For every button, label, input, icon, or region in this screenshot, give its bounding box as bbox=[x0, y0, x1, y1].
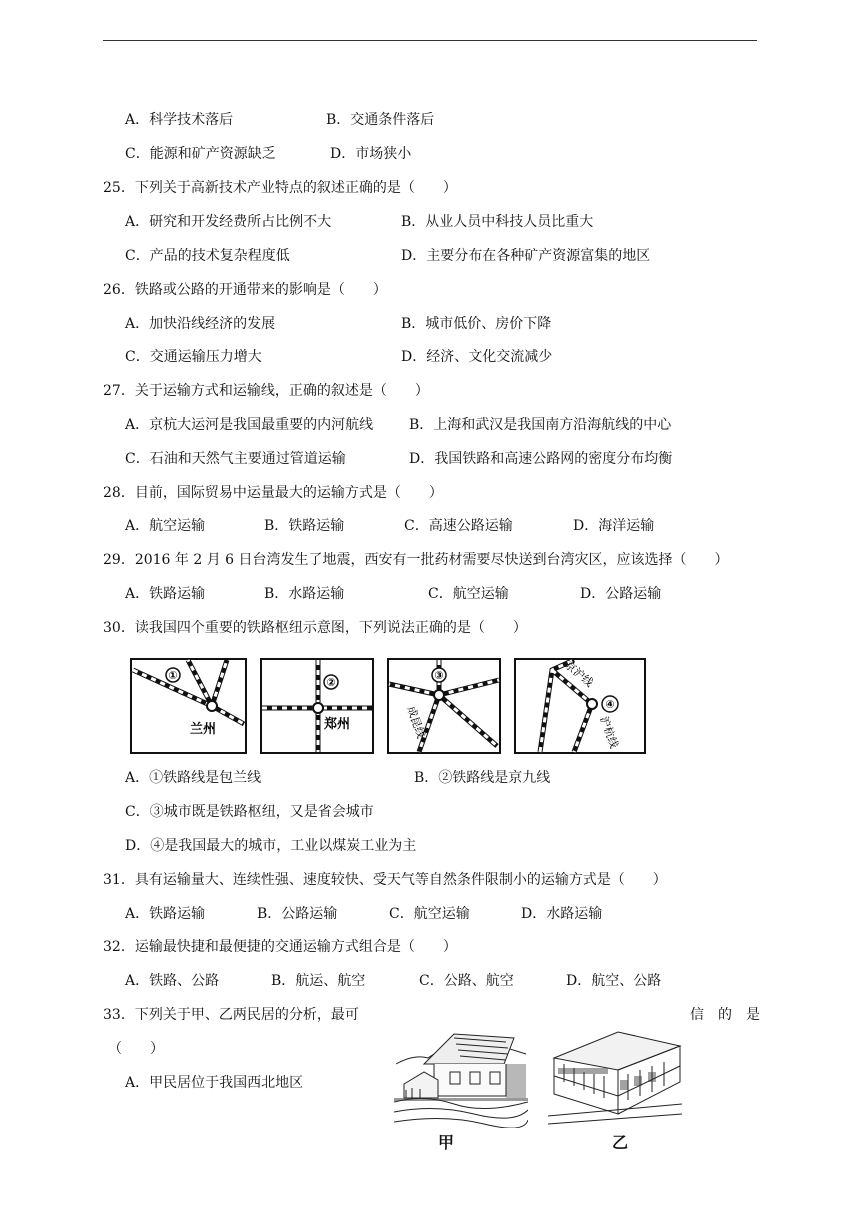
q31-option-b: B．公路运输 bbox=[257, 906, 338, 922]
hub-1-city: 兰州 bbox=[190, 722, 217, 737]
q25-option-b: B．从业人员中科技人员比重大 bbox=[401, 214, 594, 230]
q27-option-d: D．我国铁路和高速公路网的密度分布均衡 bbox=[409, 451, 673, 467]
q31-option-d: D．水路运输 bbox=[521, 906, 603, 922]
q32-option-a: A．铁路、公路 bbox=[125, 973, 220, 989]
question-stem: 30．读我国四个重要的铁路枢纽示意图，下列说法正确的是（ ） bbox=[103, 620, 527, 636]
q29-option-d: D．公路运输 bbox=[580, 586, 662, 602]
question-stem: 25．下列关于高新技术产业特点的叙述正确的是（ ） bbox=[103, 180, 457, 196]
q31-option-a: A．铁路运输 bbox=[125, 906, 206, 922]
question-stem-cont: （ ） bbox=[108, 1041, 164, 1057]
q28-option-b: B．铁路运输 bbox=[264, 518, 345, 534]
q30-option-c: C．③城市既是铁路枢纽，又是省会城市 bbox=[125, 804, 374, 820]
q24-option-c: C．能源和矿产资源缺乏 bbox=[125, 146, 276, 162]
hub-4-line-top: 京沪线 bbox=[562, 658, 596, 690]
q28-option-a: A．航空运输 bbox=[125, 518, 206, 534]
q29-option-a: A．铁路运输 bbox=[125, 586, 206, 602]
q33-option-a: A．甲民居位于我国西北地区 bbox=[125, 1075, 304, 1091]
hub-4-line-bottom: 沪杭线 bbox=[597, 714, 621, 751]
hub-2-city: 郑州 bbox=[324, 717, 351, 732]
q25-option-d: D．主要分布在各种矿产资源富集的地区 bbox=[401, 248, 651, 264]
q28-option-d: D．海洋运输 bbox=[573, 518, 655, 534]
hub-panel-2 bbox=[261, 659, 373, 753]
q26-option-c: C．交通运输压力增大 bbox=[125, 349, 262, 365]
hub-3-line: 成昆线 bbox=[404, 704, 428, 741]
header-rule bbox=[103, 40, 757, 41]
question-stem: 26．铁路或公路的开通带来的影响是（ ） bbox=[103, 282, 387, 298]
q24-option-b: B．交通条件落后 bbox=[326, 112, 435, 128]
question-stem: 33．下列关于甲、乙两民居的分析，最可 bbox=[103, 1007, 359, 1023]
hub-2-number: ② bbox=[326, 676, 336, 689]
question-stem-right: 信 的 是 bbox=[690, 1007, 760, 1023]
question-stem: 31．具有运输量大、连续性强、速度较快、受天气等自然条件限制小的运输方式是（ ） bbox=[103, 872, 667, 888]
question-stem: 28．目前，国际贸易中运量最大的运输方式是（ ） bbox=[103, 485, 443, 501]
q32-option-b: B．航运、航空 bbox=[271, 973, 366, 989]
q32-option-d: D．航空、公路 bbox=[566, 973, 662, 989]
question-stem: 29．2016 年 2 月 6 日台湾发生了地震，西安有一批药材需要尽快送到台湾灾区，应该选择（ ） bbox=[103, 552, 729, 568]
label-yi: 乙 bbox=[612, 1133, 629, 1152]
q26-option-a: A．加快沿线经济的发展 bbox=[125, 316, 276, 332]
q30-option-d: D．④是我国最大的城市，工业以煤炭工业为主 bbox=[125, 838, 417, 854]
q28-option-c: C．高速公路运输 bbox=[404, 518, 513, 534]
hub-panel-4 bbox=[515, 658, 645, 753]
question-stem: 32．运输最快捷和最便捷的交通运输方式组合是（ ） bbox=[103, 939, 457, 955]
q27-option-c: C．石油和天然气主要通过管道运输 bbox=[125, 451, 346, 467]
q27-option-a: A．京杭大运河是我国最重要的内河航线 bbox=[125, 417, 374, 433]
q26-option-d: D．经济、文化交流减少 bbox=[401, 349, 553, 365]
railway-hub-figure bbox=[130, 658, 646, 754]
q24-option-d: D．市场狭小 bbox=[330, 146, 412, 162]
hub-4-number: ④ bbox=[605, 698, 615, 711]
q30-option-a: A．①铁路线是包兰线 bbox=[125, 770, 262, 786]
q27-option-b: B．上海和武汉是我国南方沿海航线的中心 bbox=[409, 417, 672, 433]
label-jia: 甲 bbox=[438, 1133, 455, 1152]
question-stem: 27．关于运输方式和运输线，正确的叙述是（ ） bbox=[103, 383, 429, 399]
q30-option-b: B．②铁路线是京九线 bbox=[414, 770, 551, 786]
house-jia-illustration bbox=[394, 1024, 528, 1128]
q24-option-a: A．科学技术落后 bbox=[125, 112, 234, 128]
house-yi-illustration bbox=[548, 1024, 682, 1128]
q29-option-b: B．水路运输 bbox=[264, 586, 345, 602]
hub-panel-3 bbox=[388, 659, 500, 753]
q25-option-a: A．研究和开发经费所占比例不大 bbox=[125, 214, 332, 230]
hub-panel-1 bbox=[131, 659, 246, 753]
hub-3-number: ③ bbox=[434, 669, 444, 682]
hub-1-number: ① bbox=[168, 669, 178, 682]
q26-option-b: B．城市低价、房价下降 bbox=[401, 316, 552, 332]
q25-option-c: C．产品的技术复杂程度低 bbox=[125, 248, 290, 264]
q31-option-c: C．航空运输 bbox=[389, 906, 470, 922]
q29-option-c: C．航空运输 bbox=[428, 586, 509, 602]
q32-option-c: C．公路、航空 bbox=[419, 973, 514, 989]
